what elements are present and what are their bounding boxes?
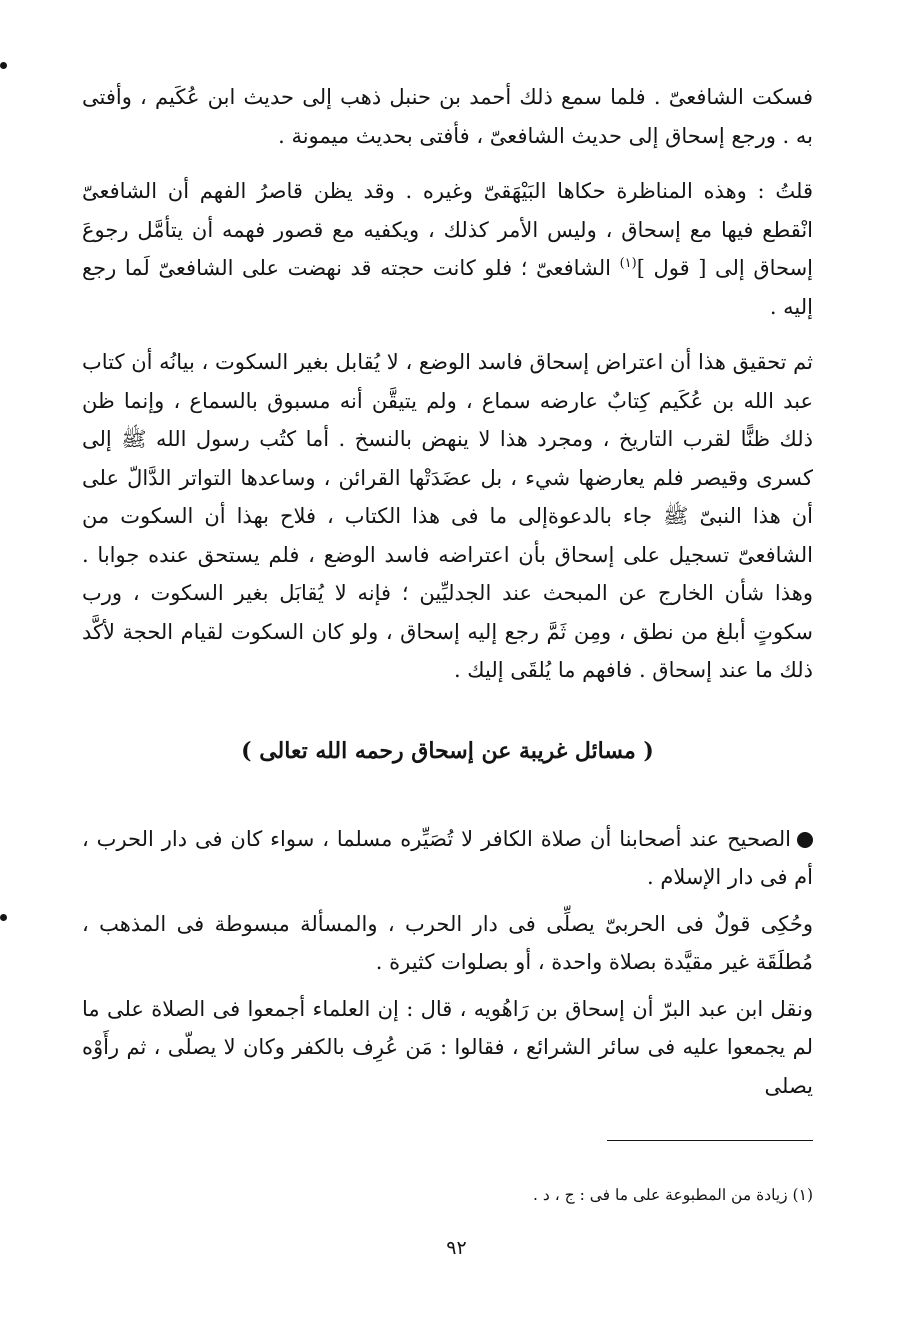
- paragraph-3: ثم تحقيق هذا أن اعتراض إسحاق فاسد الوضع ، لا يُقابل بغير السكوت ، بيانُه أن كتاب عبد الله بن عُكَيم كِتابٌ عارضه سماع ، ولم يتيقَّن أنه مسبوق بالسماع ، وإنما ظن ذلك ظنًّا لقرب التاريخ ، ومجرد هذا لا ينهض بالنسخ . أما كتُب رسول الله ﷺ إلى كسرى وقيصر فلم يعارضها شيء ، بل عضَدَتْها القرائن ، وساعدها التواتر الدَّالّ على أن هذا النبىّ ﷺ جاء بالدعوةإلى ما فى هذا الكتاب ، فلاح بهذا أن السكوت من الشافعىّ تسجيل على إسحاق بأن اعتراضه فاسد الوضع ، فلم يستحق عنده جوابا . وهذا شأن الخارج عن المبحث عند الجدليِّين ؛ فإنه لا يُقابَل بغير السكوت ، ورب سكوتٍ أبلغ من نطق ، ومِن ثَمَّ رجع إليه إسحاق ، ولو كان السكوت لقيام الحجة لأكَّد ذلك ما عند إسحاق . فافهم ما يُلقَى إليك .: [82, 350, 813, 682]
- footnote: (١) زيادة من المطبوعة على ما فى : ج ، د .: [533, 1186, 813, 1204]
- black-circle-bullet-icon: [797, 832, 813, 848]
- paragraph-1: فسكت الشافعىّ . فلما سمع ذلك أحمد بن حنبل ذهب إلى حديث ابن عُكَيم ، وأفتى به . ورجع إسحاق إلى حديث الشافعىّ ، فأفتى بحديث ميمونة .: [82, 85, 813, 148]
- main-text: [82, 78, 813, 1105]
- paragraph-2-text-after: الشافعىّ ؛ فلو كانت حجته قد نهضت على الشافعىّ لَما رجع إليه .: [82, 256, 813, 319]
- section-heading: ( مسائل غريبة عن إسحاق رحمه الله تعالى ): [241, 737, 654, 764]
- footnote-marker: (١): [619, 256, 637, 271]
- footnote-divider: [607, 1140, 813, 1141]
- paragraph-4: [82, 820, 813, 897]
- paragraph-4-text: الصحيح عند أصحابنا أن صلاة الكافر لا تُصَيِّره مسلما ، سواء كان فى دار الحرب ، أم فى دار الإسلام .: [82, 826, 813, 889]
- scan-speck-mark: [0, 914, 7, 921]
- paragraph-2-text-before: قلتُ : وهذه المناظرة حكاها البَيْهَقىّ وغيره . وقد يظن قاصرُ الفهم أن الشافعىّ انْقطع فيها مع إسحاق ، وليس الأمر كذلك ، ويكفيه مع قصور فهمه أن يتأمَّل رجوعَ إسحاق إلى [ قول ]: [82, 179, 813, 280]
- paragraph-2: [82, 172, 813, 326]
- paragraph-5: وحُكِى قولٌ فى الحربىّ يصلِّى فى دار الحرب ، والمسألة مبسوطة فى المذهب ، مُطلَقَة غير مقيَّدة بصلاة واحدة ، أو بصلوات كثيرة .: [82, 911, 813, 974]
- scan-speck-mark: [0, 62, 7, 69]
- paragraph-6: ونقل ابن عبد البرّ أن إسحاق بن رَاهُويه ، قال : إن العلماء أجمعوا فى الصلاة على ما لم يجمعوا عليه فى سائر الشرائع ، فقالوا : مَن عُرِف بالكفر وكان لا يصلّى ، ثم رأَوْه يصلى: [82, 996, 813, 1098]
- page-number: ٩٢: [446, 1237, 467, 1259]
